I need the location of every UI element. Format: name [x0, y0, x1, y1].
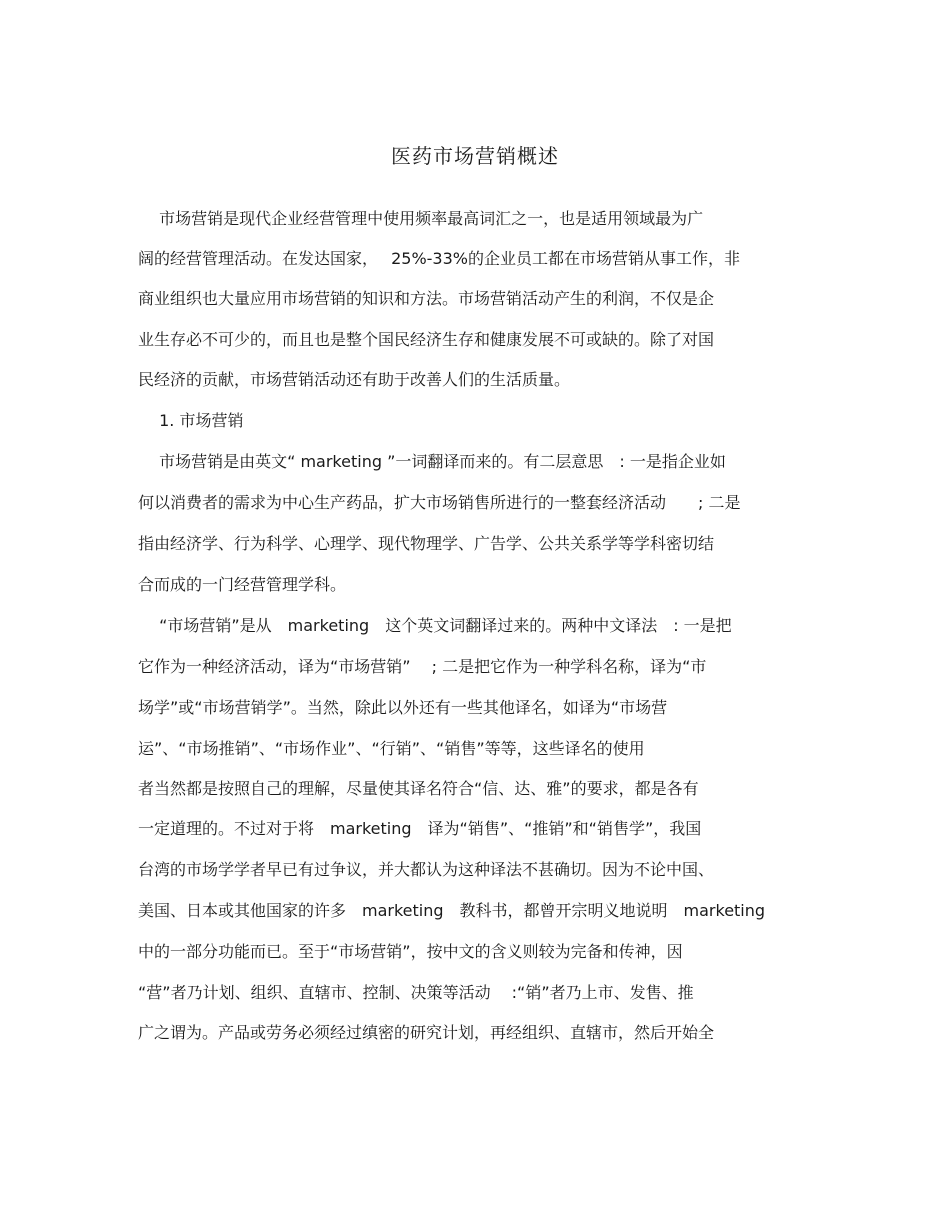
body-line-17: 台湾的市场学学者早已有过争议，并大都认为这种译法不甚确切。因为不论中国、	[138, 860, 715, 879]
body-line-21: 广之谓为。产品或劳务必须经过缜密的研究计划，再经组织、直辖市，然后开始全	[138, 1023, 715, 1042]
body-line-20: “营”者乃计划、组织、直辖市、控制、决策等活动 :“销”者乃上市、发售、推	[138, 983, 694, 1002]
document-title: 医药市场营销概述	[391, 144, 559, 168]
body-line-16: 一定道理的。不过对于将 marketing 译为“销售”、“推销”和“销售学”，我国	[138, 819, 702, 838]
body-line-8: 何以消费者的需求为中心生产药品，扩大市场销售所进行的一整套经济活动 ; 二是	[138, 493, 741, 512]
body-line-12: 它作为一种经济活动，译为“市场营销” ; 二是把它作为一种学科名称，译为“市	[138, 657, 707, 676]
body-line-10: 合而成的一门经营管理学科。	[138, 575, 347, 594]
body-line-15: 者当然都是按照自己的理解，尽量使其译名符合“信、达、雅”的要求，都是各有	[138, 779, 699, 798]
body-line-5: 民经济的贡献，市场营销活动还有助于改善人们的生活质量。	[138, 370, 571, 389]
body-line-9: 指由经济学、行为科学、心理学、现代物理学、广告学、公共关系学等学科密切结	[138, 534, 715, 553]
body-line-19: 中的一部分功能而已。至于“市场营销”，按中文的含义则较为完备和传神，因	[138, 942, 683, 961]
body-line-7: 市场营销是由英文“ marketing ”一词翻译而来的。有二层意思 : 一是指企业如	[138, 452, 726, 471]
body-line-18: 美国、日本或其他国家的许多 marketing 教科书，都曾开宗明义地说明 marketing	[138, 901, 766, 920]
body-line-4: 业生存必不可少的，而且也是整个国民经济生存和健康发展不可或缺的。除了对国	[138, 330, 715, 349]
body-line-1: 市场营销是现代企业经营管理中使用频率最高词汇之一，也是适用领域最为广	[138, 209, 704, 228]
body-line-11: “市场营销”是从 marketing 这个英文词翻译过来的。两种中文译法 : 一是把	[138, 616, 732, 635]
body-line-2: 阔的经营管理活动。在发达国家， 25%-33%的企业员工都在市场营销从事工作，非	[138, 249, 740, 268]
section-heading-1: 1. 市场营销	[138, 411, 244, 430]
body-line-3: 商业组织也大量应用市场营销的知识和方法。市场营销活动产生的利润，不仅是企	[138, 289, 715, 308]
body-line-14: 运”、“市场推销”、“市场作业”、“行销”、“销售”等等，这些译名的使用	[138, 739, 645, 758]
body-line-13: 场学”或“市场营销学”。当然，除此以外还有一些其他译名，如译为“市场营	[138, 698, 668, 717]
